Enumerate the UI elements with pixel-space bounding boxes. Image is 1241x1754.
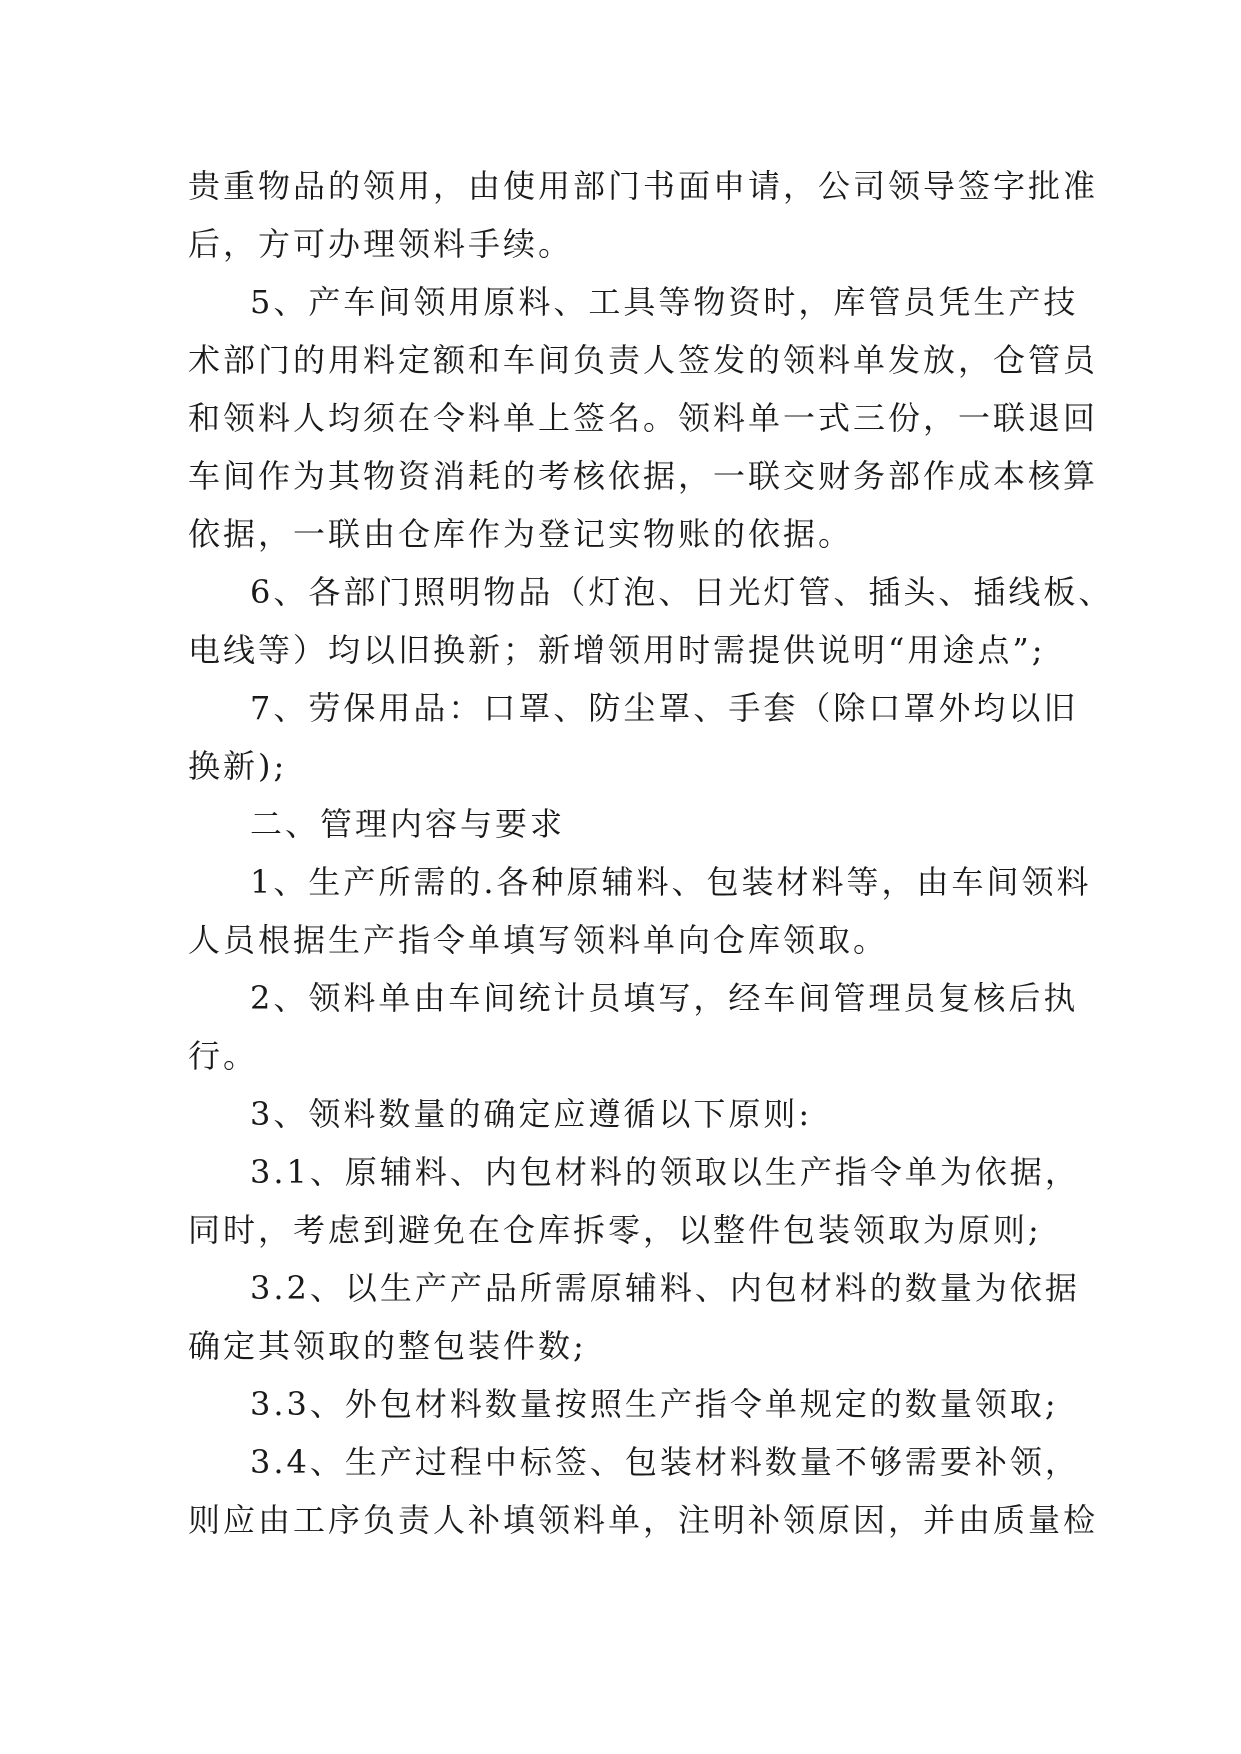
paragraph-item-3: 3、领料数量的确定应遵循以下原则:: [250, 1095, 813, 1133]
text-line: 贵重物品的领用，由使用部门书面申请，公司领导签字批准: [188, 167, 1099, 205]
paragraph-item-3-1: 3.1、原辅料、内包材料的领取以生产指令单为依据，: [250, 1153, 1080, 1191]
text-line: 人员根据生产指令单填写领料单向仓库领取。: [188, 921, 889, 959]
text-line: 车间作为其物资消耗的考核依据，一联交财务部作成本核算: [188, 457, 1099, 495]
paragraph-item-3-3: 3.3、外包材料数量按照生产指令单规定的数量领取;: [250, 1385, 1059, 1423]
text-line: 术部门的用料定额和车间负责人签发的领料单发放，仓管员: [188, 341, 1099, 379]
paragraph-item-7: 7、劳保用品：口罩、防尘罩、手套（除口罩外均以旧: [250, 689, 1079, 727]
paragraph-item-3-2: 3.2、以生产产品所需原辅料、内包材料的数量为依据: [250, 1269, 1080, 1307]
text-line: 和领料人均须在令料单上签名。领料单一式三份，一联退回: [188, 399, 1099, 437]
section-heading: 二、管理内容与要求: [250, 805, 566, 843]
paragraph-item-6: 6、各部门照明物品（灯泡、日光灯管、插头、插线板、: [250, 573, 1114, 611]
text-line: 换新);: [188, 747, 288, 785]
text-line: 则应由工序负责人补填领料单，注明补领原因，并由质量检: [188, 1501, 1099, 1539]
text-line: 后，方可办理领料手续。: [188, 225, 574, 263]
paragraph-item-5: 5、产车间领用原料、工具等物资时，库管员凭生产技: [250, 283, 1079, 321]
text-line: 行。: [188, 1037, 259, 1075]
text-line: 确定其领取的整包装件数;: [188, 1327, 587, 1365]
text-line: 同时，考虑到避免在仓库拆零，以整件包装领取为原则;: [188, 1211, 1042, 1249]
text-line: 依据，一联由仓库作为登记实物账的依据。: [188, 515, 854, 553]
paragraph-item-2: 2、领料单由车间统计员填写，经车间管理员复核后执: [250, 979, 1079, 1017]
text-line: 电线等）均以旧换新；新增领用时需提供说明“用途点”;: [188, 631, 1046, 669]
paragraph-item-3-4: 3.4、生产过程中标签、包装材料数量不够需要补领，: [250, 1443, 1080, 1481]
paragraph-item-1: 1、生产所需的.各种原辅料、包装材料等，由车间领料: [250, 863, 1092, 901]
